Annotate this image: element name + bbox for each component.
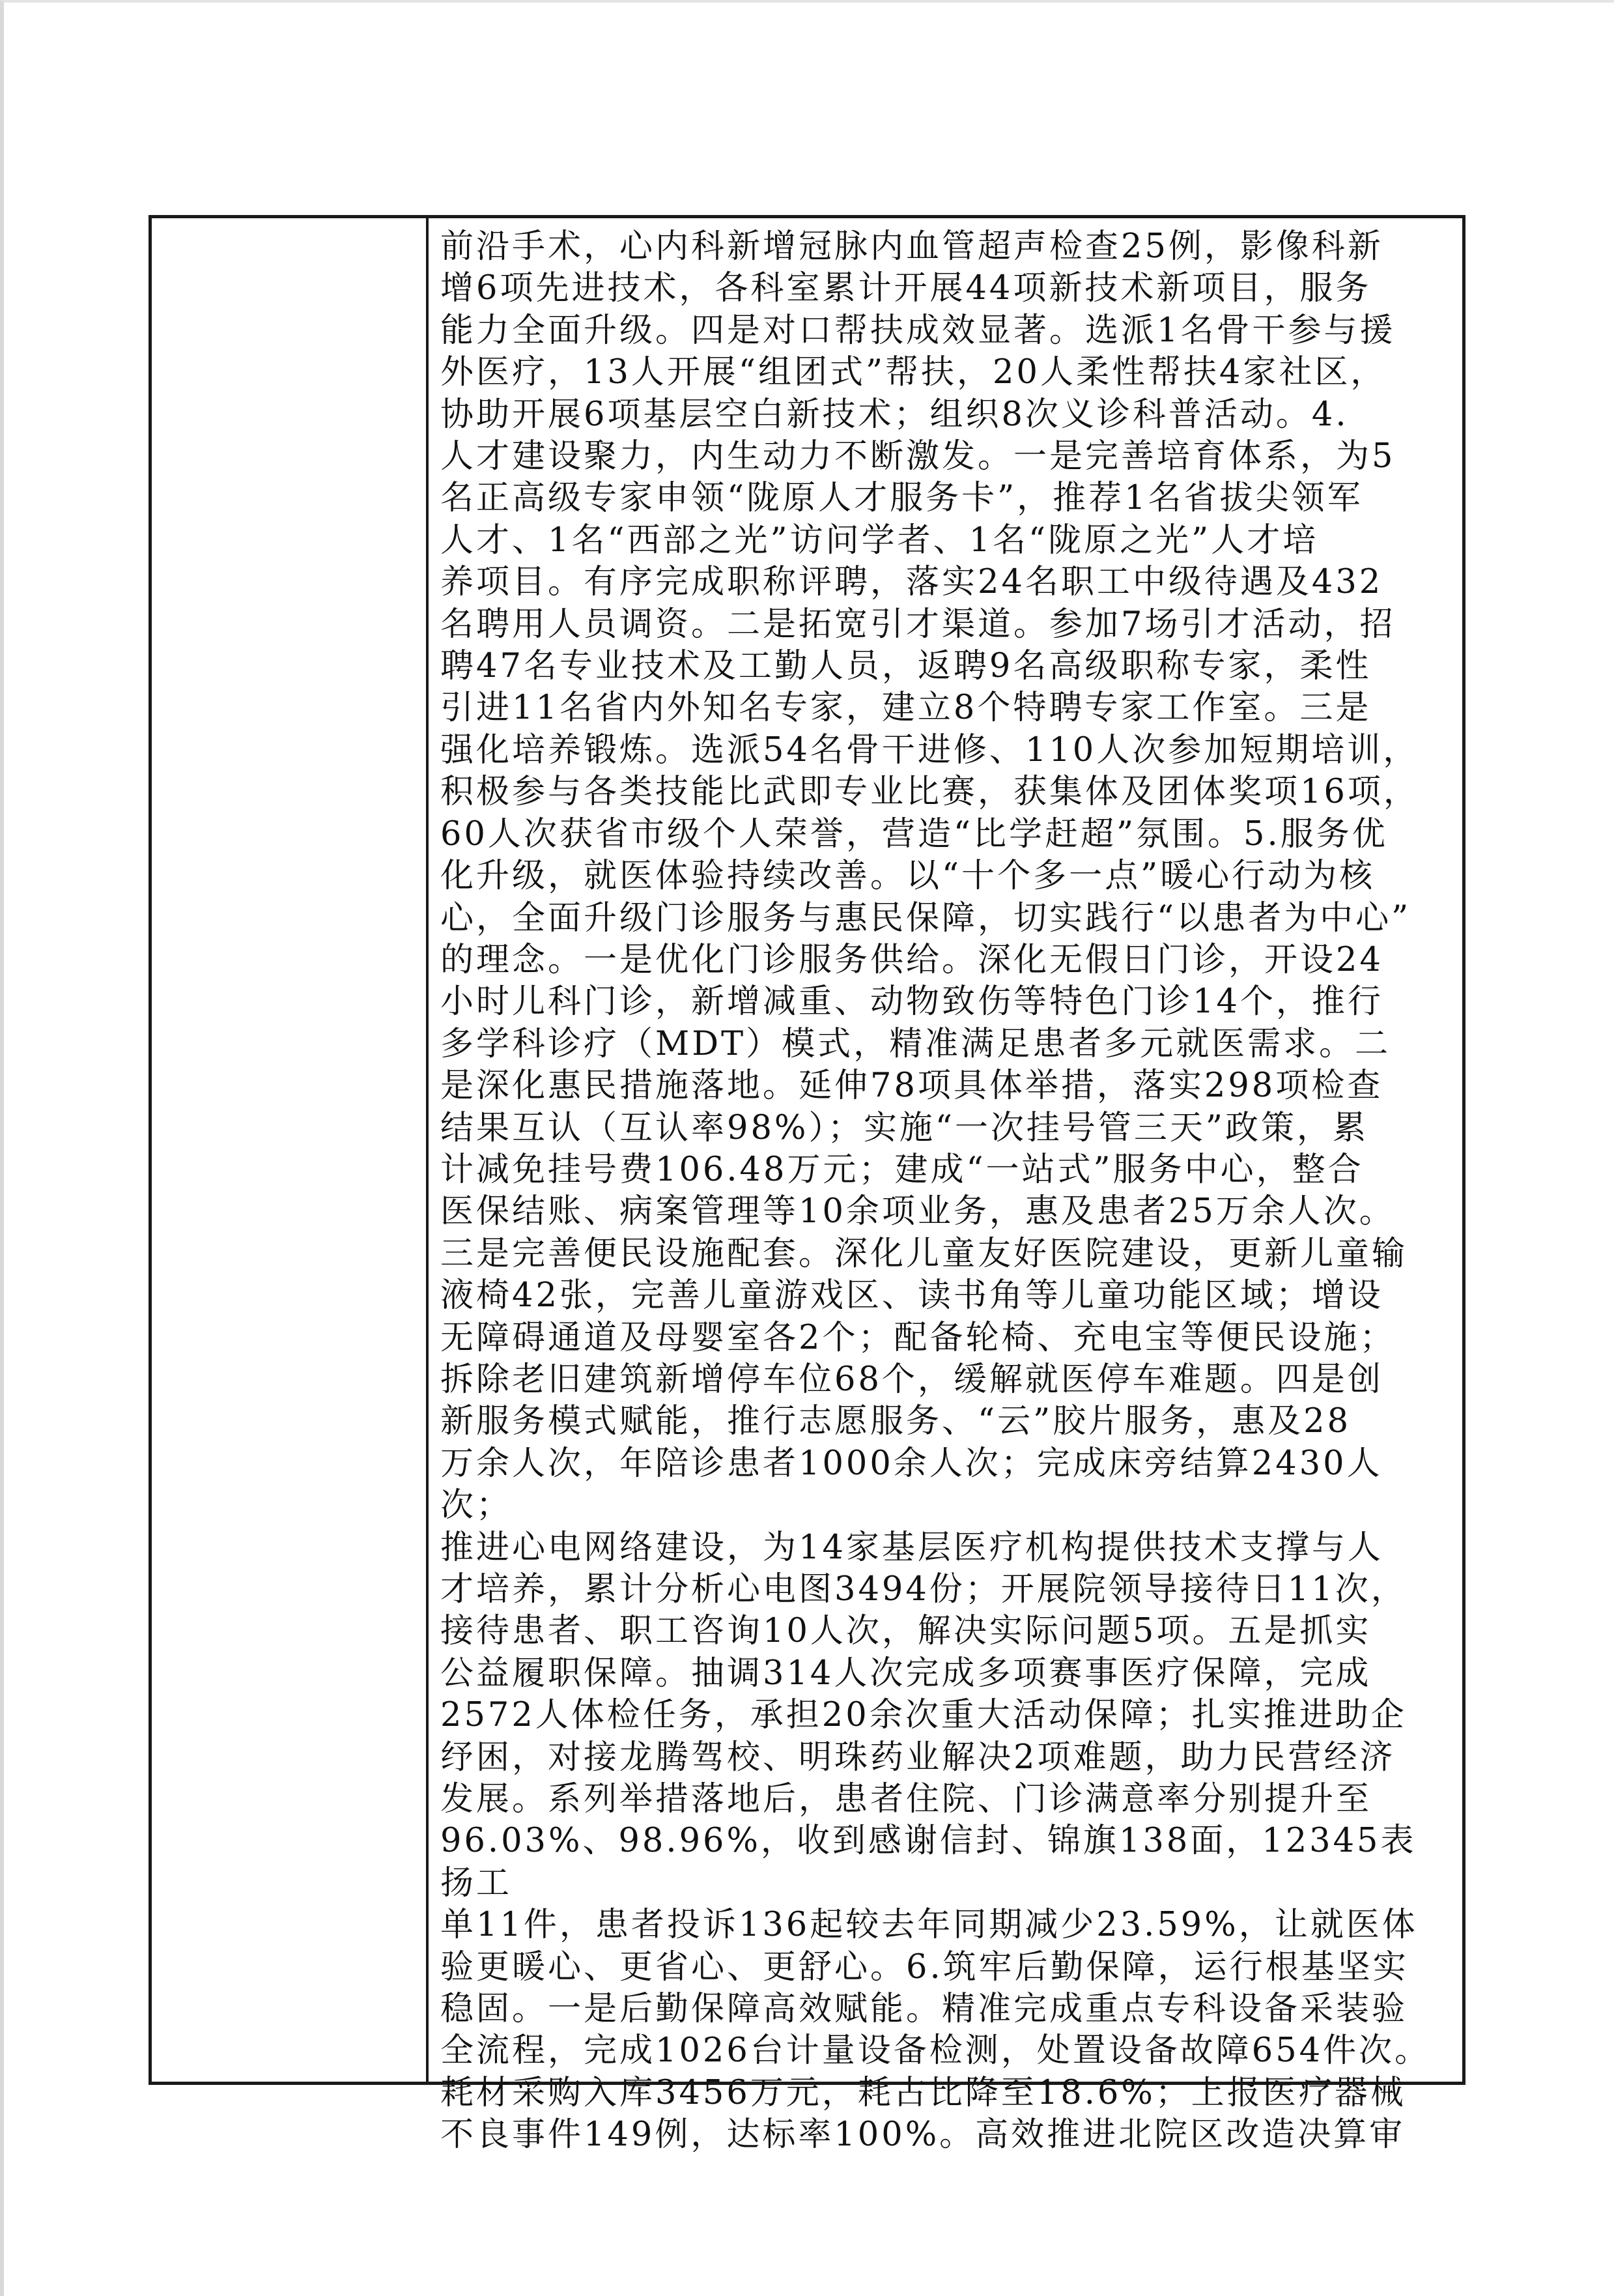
body-paragraph: 前沿手术，心内科新增冠脉内血管超声检查25例，影像科新 增6项先进技术，各科室累计开展44项新技术新项目，服务 能力全面升级。四是对口帮扶成效显著。选派1名骨干参与援 外医疗，13人开展“组团式”帮扶，20人柔性帮扶4家社区， 协助开展6项基层空白新技术；组织8次义诊科普活动。4. 人才建设聚力，内生动力不断激发。一是完善培育体系，为5 名正高级专家申领“陇原人才服务卡”，推荐1名省拔尖领军 人才、1名“西部之光”访问学者、1名“陇原之光”人才培 养项目。有序完成职称评聘，落实24名职工中级待遇及432 名聘用人员调资。二是拓宽引才渠道。参加7场引才活动，招 聘47名专业技术及工勤人员，返聘9名高级职称专家，柔性 引进11名省内外知名专家，建立8个特聘专家工作室。三是 强化培养锻炼。选派54名骨干进修、110人次参加短期培训， 积极参与各类技能比武即专业比赛，获集体及团体奖项16项， 60人次获省市级个人荣誉，营造“比学赶超”氛围。5.服务优 化升级，就医体验持续改善。以“十个多一点”暖心行动为核 心，全面升级门诊服务与惠民保障，切实践行“以患者为中心” 的理念。一是优化门诊服务供给。深化无假日门诊，开设24 小时儿科门诊，新增减重、动物致伤等特色门诊14个，推行 多学科诊疗（MDT）模式，精准满足患者多元就医需求。二 是深化惠民措施落地。延伸78项具体举措，落实298项检查 结果互认（互认率98%）；实施“一次挂号管三天”政策，累 计减免挂号费106.48万元；建成“一站式”服务中心，整合 医保结账、病案管理等10余项业务，惠及患者25万余人次。 三是完善便民设施配套。深化儿童友好医院建设，更新儿童输 液椅42张，完善儿童游戏区、读书角等儿童功能区域；增设 无障碍通道及母婴室各2个；配备轮椅、充电宝等便民设施； 拆除老旧建筑新增停车位68个，缓解就医停车难题。四是创 新服务模式赋能，推行志愿服务、“云”胶片服务，惠及28 万余人次，年陪诊患者1000余人次；完成床旁结算2430人次； 推进心电网络建设，为14家基层医疗机构提供技术支撑与人 才培养，累计分析心电图3494份；开展院领导接待日11次， 接待患者、职工咨询10人次，解决实际问题5项。五是抓实 公益履职保障。抽调314人次完成多项赛事医疗保障，完成 2572人体检任务，承担20余次重大活动保障；扎实推进助企 纾困，对接龙腾驾校、明珠药业解决2项难题，助力民营经济 发展。系列举措落地后，患者住院、门诊满意率分别提升至 96.03%、98.96%，收到感谢信封、锦旗138面，12345表扬工 单11件，患者投诉136起较去年同期减少23.59%，让就医体 验更暖心、更省心、更舒心。6.筑牢后勤保障，运行根基坚实 稳固。一是后勤保障高效赋能。精准完成重点专科设备采装验 全流程，完成1026台计量设备检测，处置设备故障654件次。 耗材采购入库3456万元，耗占比降至18.6%；上报医疗器械 不良事件149例，达标率100%。高效推进北院区改造决算审: [440, 227, 1431, 2155]
label-column-cell: [152, 218, 429, 2082]
content-cell: [429, 218, 1462, 2155]
form-table: [149, 215, 1465, 2155]
